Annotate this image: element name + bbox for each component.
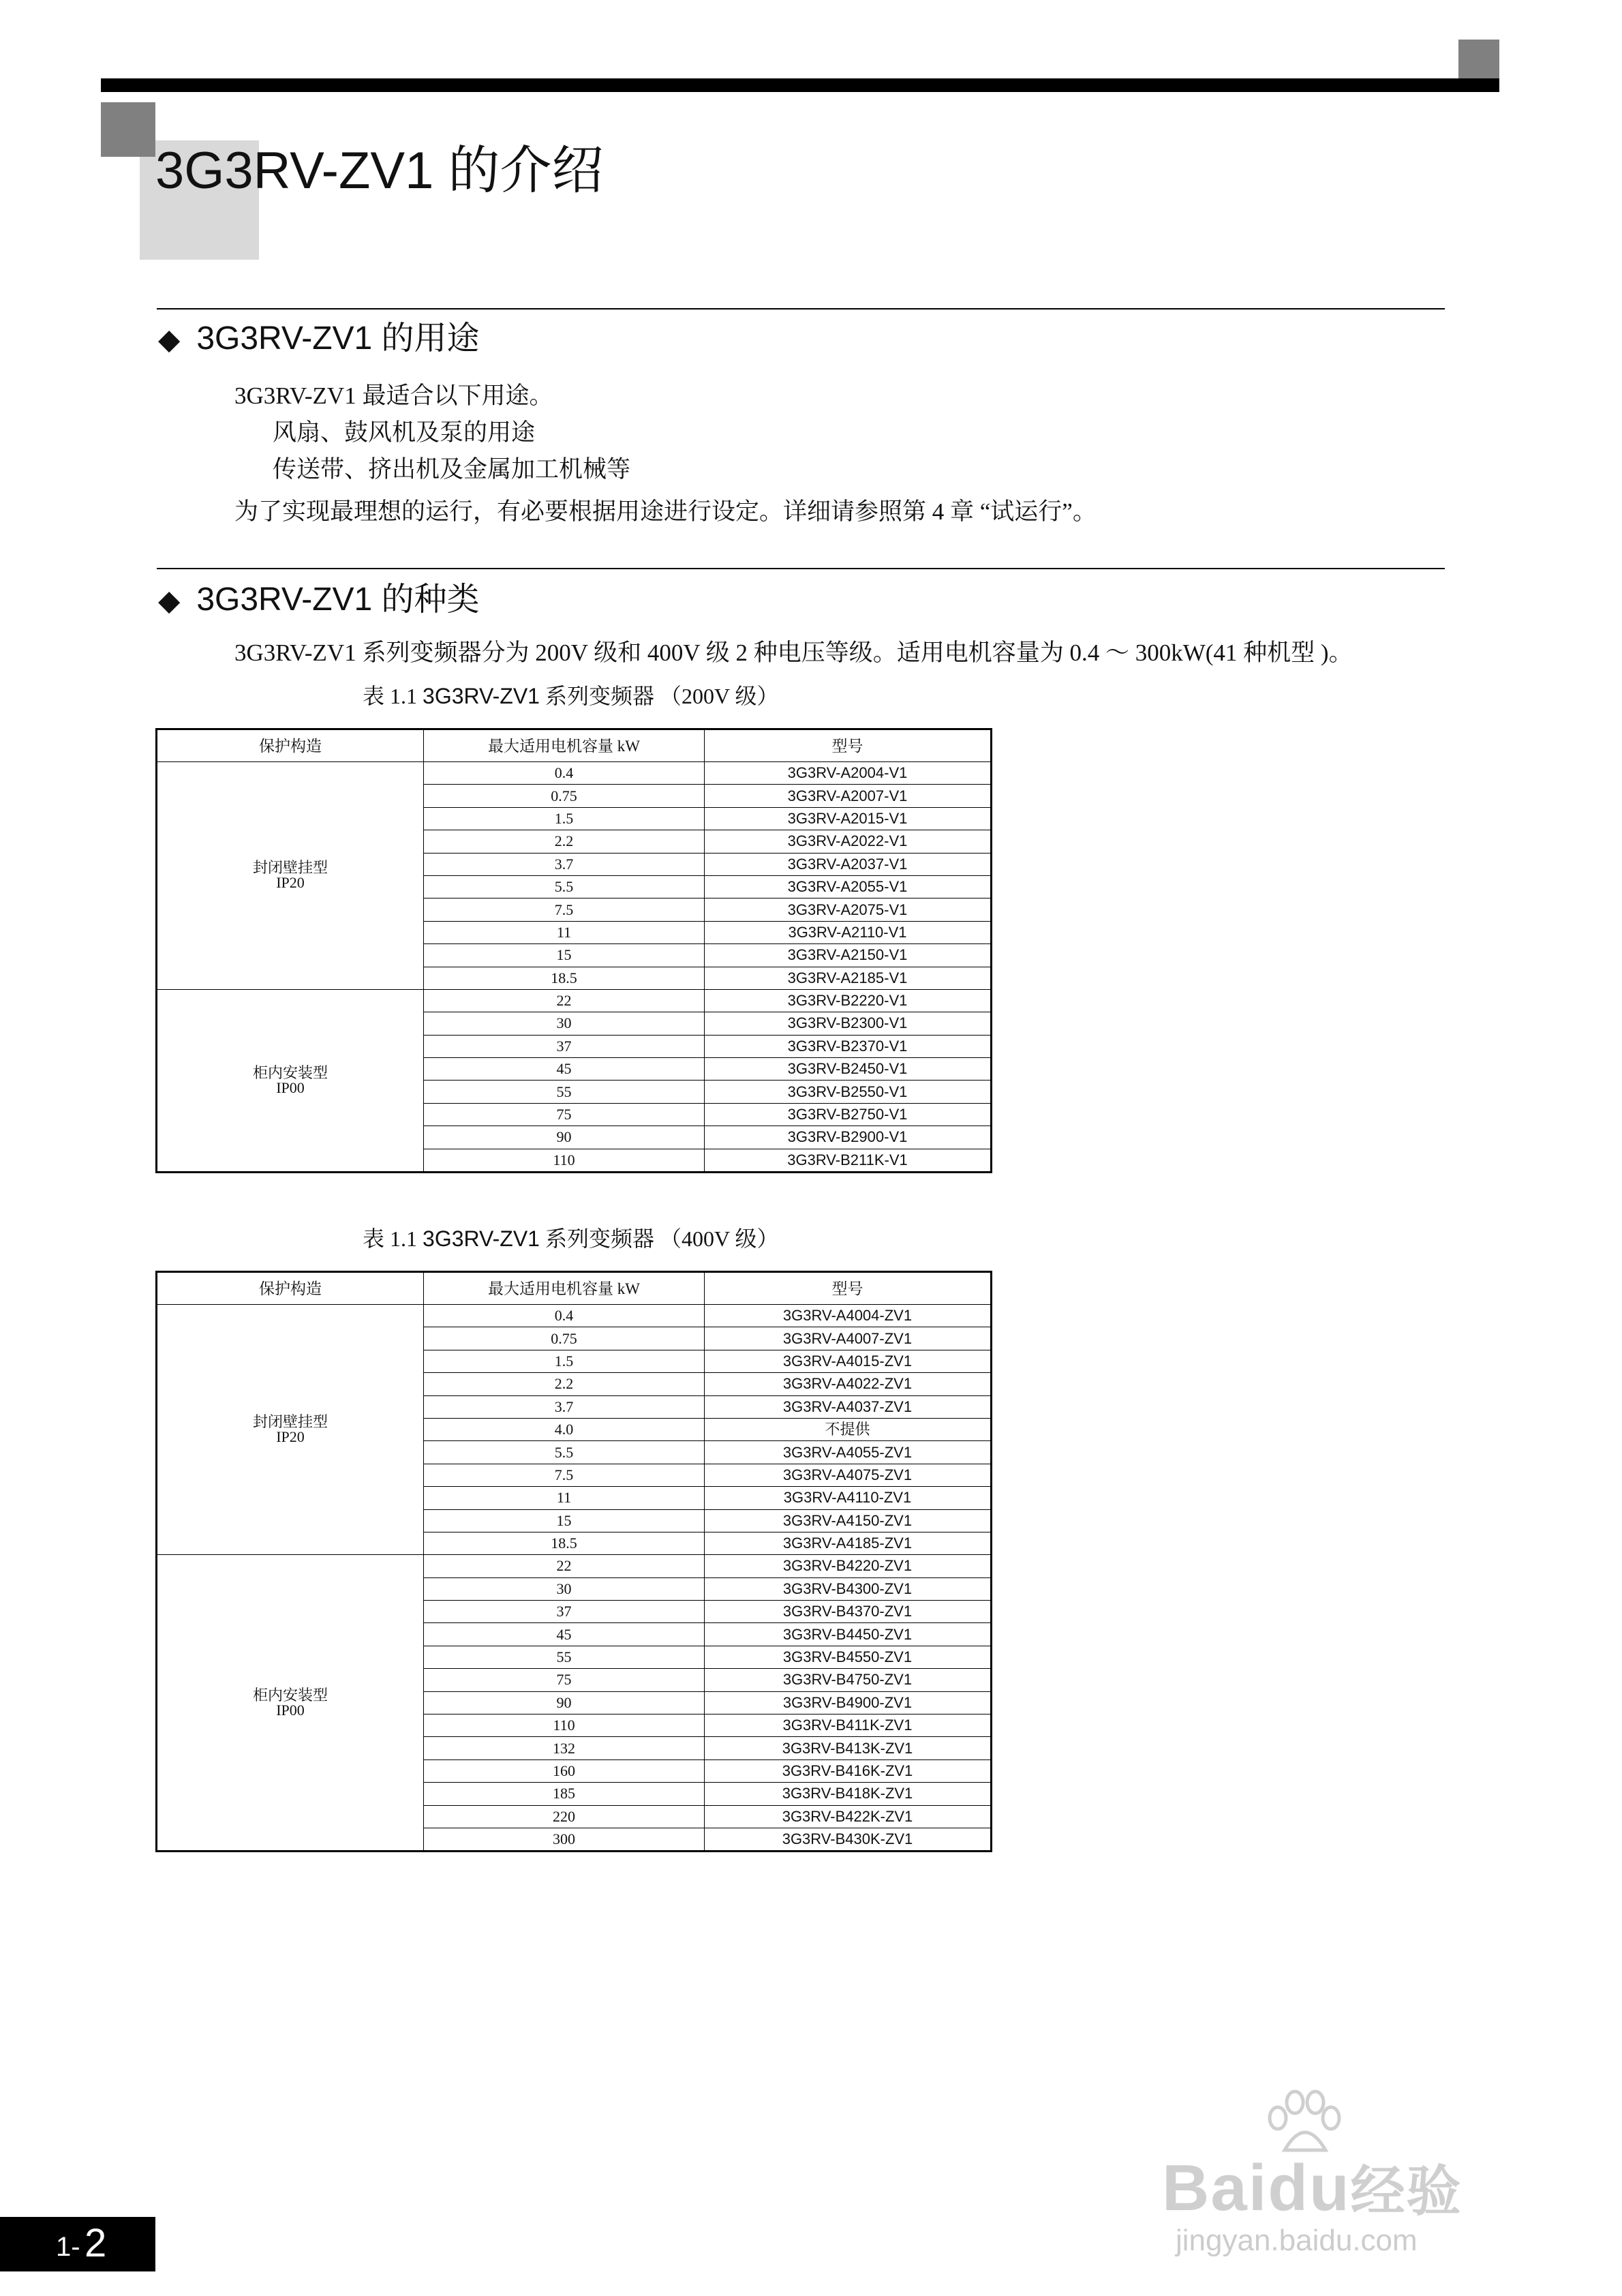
model-cell: 3G3RV-A4110-ZV1 xyxy=(705,1487,992,1509)
model-cell: 3G3RV-B2550-V1 xyxy=(705,1081,992,1103)
section-divider xyxy=(157,568,1445,569)
section-heading-uses-text: 3G3RV-ZV1 的用途 xyxy=(196,320,480,357)
paw-logo-icon xyxy=(1257,2087,1346,2156)
protection-group-cell xyxy=(157,1555,424,1852)
model-cell: 3G3RV-A2075-V1 xyxy=(705,898,992,921)
diamond-bullet-icon: ◆ xyxy=(158,584,181,616)
capacity-cell: 75 xyxy=(424,1103,705,1126)
model-cell: 3G3RV-A2004-V1 xyxy=(705,762,992,785)
model-cell: 3G3RV-A2185-V1 xyxy=(705,967,992,989)
types-intro: 3G3RV-ZV1 系列变频器分为 200V 级和 400V 级 2 种电压等级。适用电机容量为 0.4 ～ 300kW(41 种机型 )。 xyxy=(234,639,1353,666)
watermark-url: jingyan.baidu.com xyxy=(1176,2224,1418,2257)
model-cell: 3G3RV-A2007-V1 xyxy=(705,785,992,807)
capacity-cell: 110 xyxy=(424,1715,705,1737)
header-protection: 保护构造 xyxy=(157,1272,424,1305)
caption-model: 3G3RV-ZV1 xyxy=(423,684,540,708)
capacity-cell: 220 xyxy=(424,1805,705,1828)
capacity-cell: 90 xyxy=(424,1691,705,1714)
header-bar xyxy=(101,78,1499,92)
capacity-cell: 7.5 xyxy=(424,1464,705,1486)
section-heading-types-text: 3G3RV-ZV1 的种类 xyxy=(196,581,480,618)
section-heading-uses xyxy=(158,319,480,359)
model-cell: 3G3RV-B4370-ZV1 xyxy=(705,1601,992,1623)
table-row xyxy=(157,762,992,785)
protection-code: IP20 xyxy=(276,1428,305,1446)
capacity-cell: 22 xyxy=(424,989,705,1012)
capacity-cell: 5.5 xyxy=(424,875,705,898)
model-cell: 3G3RV-A2150-V1 xyxy=(705,944,992,967)
protection-type: 封闭壁挂型 xyxy=(252,859,328,877)
protection-group-cell xyxy=(157,989,424,1172)
capacity-cell: 2.2 xyxy=(424,1373,705,1395)
watermark-brand xyxy=(1162,2147,1463,2226)
model-cell: 3G3RV-B2370-V1 xyxy=(705,1035,992,1057)
page-number xyxy=(0,2217,155,2271)
model-cell: 3G3RV-A4185-ZV1 xyxy=(705,1532,992,1554)
capacity-cell: 7.5 xyxy=(424,898,705,921)
uses-note: 为了实现最理想的运行，有必要根据用途进行设定。详细请参照第 4 章 “试运行”。 xyxy=(234,498,1097,525)
table-200v xyxy=(155,728,992,1173)
table-row xyxy=(157,1305,992,1327)
capacity-cell: 1.5 xyxy=(424,1350,705,1372)
page-number-chapter: 1- xyxy=(56,2232,80,2262)
caption-prefix: 表 1.1 xyxy=(363,684,423,708)
protection-group-cell xyxy=(157,762,424,990)
section-divider xyxy=(157,308,1445,309)
capacity-cell: 0.75 xyxy=(424,1327,705,1350)
capacity-cell: 75 xyxy=(424,1669,705,1691)
model-cell: 3G3RV-A4022-ZV1 xyxy=(705,1373,992,1395)
capacity-cell: 90 xyxy=(424,1126,705,1149)
capacity-cell: 0.75 xyxy=(424,785,705,807)
capacity-cell: 45 xyxy=(424,1623,705,1646)
header-capacity: 最大适用电机容量 kW xyxy=(424,1272,705,1305)
capacity-cell: 0.4 xyxy=(424,762,705,785)
model-cell: 3G3RV-B2220-V1 xyxy=(705,989,992,1012)
model-cell: 3G3RV-B2300-V1 xyxy=(705,1012,992,1035)
capacity-cell: 22 xyxy=(424,1555,705,1577)
capacity-cell: 132 xyxy=(424,1737,705,1759)
diamond-bullet-icon: ◆ xyxy=(158,323,181,355)
capacity-cell: 110 xyxy=(424,1149,705,1172)
capacity-cell: 2.2 xyxy=(424,830,705,853)
model-cell: 3G3RV-B4300-ZV1 xyxy=(705,1577,992,1600)
model-cell: 3G3RV-A2037-V1 xyxy=(705,853,992,875)
protection-type: 柜内安装型 xyxy=(252,1686,328,1704)
table-header-row xyxy=(157,729,992,762)
capacity-cell: 185 xyxy=(424,1783,705,1805)
caption-prefix: 表 1.1 xyxy=(363,1226,423,1251)
header-model: 型号 xyxy=(705,729,992,762)
model-cell: 3G3RV-A4150-ZV1 xyxy=(705,1509,992,1532)
capacity-cell: 37 xyxy=(424,1035,705,1057)
capacity-cell: 18.5 xyxy=(424,1532,705,1554)
model-cell: 3G3RV-B2900-V1 xyxy=(705,1126,992,1149)
capacity-cell: 30 xyxy=(424,1577,705,1600)
capacity-cell: 45 xyxy=(424,1058,705,1081)
uses-intro: 3G3RV-ZV1 最适合以下用途。 xyxy=(234,382,553,409)
capacity-cell: 30 xyxy=(424,1012,705,1035)
model-cell: 3G3RV-A4075-ZV1 xyxy=(705,1464,992,1486)
model-cell: 3G3RV-A4007-ZV1 xyxy=(705,1327,992,1350)
capacity-cell: 18.5 xyxy=(424,967,705,989)
model-cell: 3G3RV-B418K-ZV1 xyxy=(705,1783,992,1805)
model-cell: 3G3RV-B422K-ZV1 xyxy=(705,1805,992,1828)
capacity-cell: 160 xyxy=(424,1759,705,1782)
model-cell: 3G3RV-B4220-ZV1 xyxy=(705,1555,992,1577)
header-capacity: 最大适用电机容量 kW xyxy=(424,729,705,762)
watermark-brand-left: Bai xyxy=(1162,2151,1268,2224)
model-cell: 3G3RV-A2055-V1 xyxy=(705,875,992,898)
section-heading-types xyxy=(158,580,480,620)
model-cell: 3G3RV-B2750-V1 xyxy=(705,1103,992,1126)
use-item-2: 传送带、挤出机及金属加工机械等 xyxy=(273,456,631,483)
table-row xyxy=(157,989,992,1012)
protection-code: IP20 xyxy=(276,874,305,892)
title-accent-dark-block xyxy=(101,102,155,157)
caption-suffix: 系列变频器 （200V 级） xyxy=(539,684,779,708)
capacity-cell: 11 xyxy=(424,921,705,943)
caption-model: 3G3RV-ZV1 xyxy=(423,1226,540,1251)
model-cell: 3G3RV-A4037-ZV1 xyxy=(705,1395,992,1418)
capacity-cell: 15 xyxy=(424,944,705,967)
header-model: 型号 xyxy=(705,1272,992,1305)
protection-type: 柜内安装型 xyxy=(252,1063,328,1081)
table-400v-caption xyxy=(363,1226,779,1252)
model-cell: 3G3RV-A2015-V1 xyxy=(705,807,992,830)
model-cell: 3G3RV-B4900-ZV1 xyxy=(705,1691,992,1714)
capacity-cell: 15 xyxy=(424,1509,705,1532)
model-cell: 3G3RV-B416K-ZV1 xyxy=(705,1759,992,1782)
model-cell: 3G3RV-B4750-ZV1 xyxy=(705,1669,992,1691)
protection-type: 封闭壁挂型 xyxy=(252,1413,328,1431)
model-cell: 3G3RV-A2110-V1 xyxy=(705,921,992,943)
model-cell: 3G3RV-A4055-ZV1 xyxy=(705,1441,992,1464)
capacity-cell: 11 xyxy=(424,1487,705,1509)
use-item-1: 风扇、鼓风机及泵的用途 xyxy=(273,419,536,446)
model-cell: 3G3RV-A2022-V1 xyxy=(705,830,992,853)
model-cell: 3G3RV-B211K-V1 xyxy=(705,1149,992,1172)
watermark-brand-cn: 经验 xyxy=(1350,2161,1463,2222)
baidu-watermark xyxy=(1162,2147,1544,2263)
header-corner-square xyxy=(1458,40,1499,80)
model-cell: 3G3RV-B4450-ZV1 xyxy=(705,1623,992,1646)
table-400v xyxy=(155,1271,992,1852)
capacity-cell: 300 xyxy=(424,1828,705,1851)
capacity-cell: 0.4 xyxy=(424,1305,705,1327)
capacity-cell: 1.5 xyxy=(424,807,705,830)
capacity-cell: 3.7 xyxy=(424,853,705,875)
model-cell: 3G3RV-B411K-ZV1 xyxy=(705,1715,992,1737)
caption-suffix: 系列变频器 （400V 级） xyxy=(539,1226,779,1251)
capacity-cell: 3.7 xyxy=(424,1395,705,1418)
table-200v-caption xyxy=(363,683,779,709)
model-cell: 3G3RV-B2450-V1 xyxy=(705,1058,992,1081)
protection-code: IP00 xyxy=(276,1701,305,1719)
capacity-cell: 5.5 xyxy=(424,1441,705,1464)
protection-group-cell xyxy=(157,1305,424,1555)
model-cell: 3G3RV-B4550-ZV1 xyxy=(705,1646,992,1668)
capacity-cell: 55 xyxy=(424,1646,705,1668)
model-cell: 3G3RV-A4015-ZV1 xyxy=(705,1350,992,1372)
header-protection: 保护构造 xyxy=(157,729,424,762)
model-cell: 3G3RV-B413K-ZV1 xyxy=(705,1737,992,1759)
table-header-row xyxy=(157,1272,992,1305)
page-number-page: 2 xyxy=(85,2221,107,2265)
capacity-cell: 55 xyxy=(424,1081,705,1103)
page-title: 3G3RV-ZV1 的介绍 xyxy=(155,142,604,200)
capacity-cell: 37 xyxy=(424,1601,705,1623)
model-cell: 3G3RV-A4004-ZV1 xyxy=(705,1305,992,1327)
model-cell: 3G3RV-B430K-ZV1 xyxy=(705,1828,992,1851)
watermark-brand-right: du xyxy=(1268,2151,1351,2224)
protection-code: IP00 xyxy=(276,1078,305,1096)
model-cell: 不提供 xyxy=(705,1418,992,1440)
table-row xyxy=(157,1555,992,1577)
capacity-cell: 4.0 xyxy=(424,1418,705,1440)
